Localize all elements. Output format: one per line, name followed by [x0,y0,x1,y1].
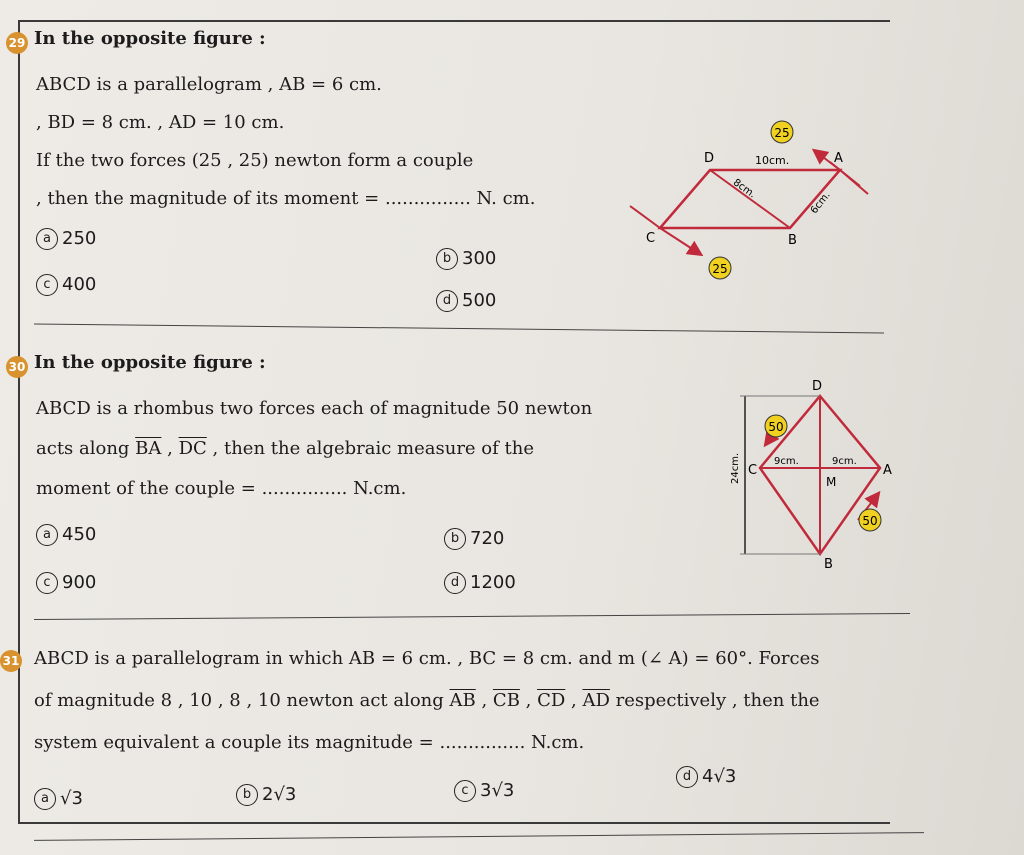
vertex-label: B [788,233,797,248]
question-number-31: 31 [0,650,22,672]
option-b[interactable]: b 720 [444,528,504,550]
option-a[interactable]: a 250 [36,228,96,250]
vertex-label: D [812,379,823,394]
vector-ad: $\overline{AD}$ [582,690,610,711]
point-label: M [826,475,837,489]
length-label: 9cm. [832,456,857,467]
question-text-line: ABCD is a rhombus two forces each of magnitude 50 newton [36,398,593,419]
vector-ab: $\overline{AB}$ [449,690,476,711]
vertex-label: B [824,557,833,572]
question-number-29: 29 [6,32,28,54]
force-arrow-bottom [660,228,700,254]
line-extension [840,170,868,194]
vertex-label: D [704,151,715,166]
force-label: 25 [774,126,790,140]
vertex-label: A [883,463,892,478]
force-label: 25 [712,262,728,276]
question-text-line: moment of the couple = ............... N.cm. [36,478,407,499]
question-text-line: ABCD is a parallelogram , AB = 6 cm. [36,74,382,95]
force-line-bottom [630,206,660,228]
question-heading: In the opposite figure : [34,352,266,373]
option-d[interactable]: d 4√3 [676,766,736,788]
option-a[interactable]: a √3 [34,788,83,810]
parallelogram-figure [620,118,880,288]
vector-dc: $\overline{DC}$ [178,438,207,459]
vector-cb: $\overline{CB}$ [492,690,520,711]
force-label: 50 [862,514,878,528]
force-label: 50 [768,420,784,434]
section-divider [34,832,924,841]
question-text-line: system equivalent a couple its magnitude = ............... N.cm. [34,732,585,753]
vector-ba: $\overline{BA}$ [135,438,162,459]
vertex-label: C [646,231,656,246]
question-text-line: ABCD is a parallelogram in which AB = 6 cm. , BC = 8 cm. and m (∠ A) = 60°. Forces [34,648,820,669]
length-label: 9cm. [774,456,799,467]
length-label: 6cm. [808,189,833,217]
option-c[interactable]: c 3√3 [454,780,514,802]
question-text-line: , then the magnitude of its moment = ............... N. cm. [36,188,536,209]
option-c[interactable]: c 400 [36,274,96,296]
question-text-line: If the two forces (25 , 25) newton form a couple [36,150,474,171]
question-text-line: acts along $\overline{BA}$ , $\overline{DC}$ , then the algebraic measure of the [36,438,534,459]
length-label: 24cm. [730,452,741,484]
length-label: 8cm. [730,177,758,201]
question-number-30: 30 [6,356,28,378]
option-a[interactable]: a 450 [36,524,96,546]
question-heading: In the opposite figure : [34,28,266,49]
vertex-label: C [748,463,758,478]
length-label: 10cm. [755,154,790,167]
option-b[interactable]: b 300 [436,248,496,270]
rhombus-figure [720,372,900,572]
option-d[interactable]: d 1200 [444,572,516,594]
option-d[interactable]: d 500 [436,290,496,312]
option-c[interactable]: c 900 [36,572,96,594]
vector-cd: $\overline{CD}$ [537,690,566,711]
question-text-line: , BD = 8 cm. , AD = 10 cm. [36,112,285,133]
vertex-label: A [834,151,843,166]
question-text-line: of magnitude 8 , 10 , 8 , 10 newton act along $\overline{AB}$ , $\overline{CB}$ , $\overline{CD}$ , $\overline{AD}$ respectively , then the [34,690,820,711]
option-b[interactable]: b 2√3 [236,784,296,806]
